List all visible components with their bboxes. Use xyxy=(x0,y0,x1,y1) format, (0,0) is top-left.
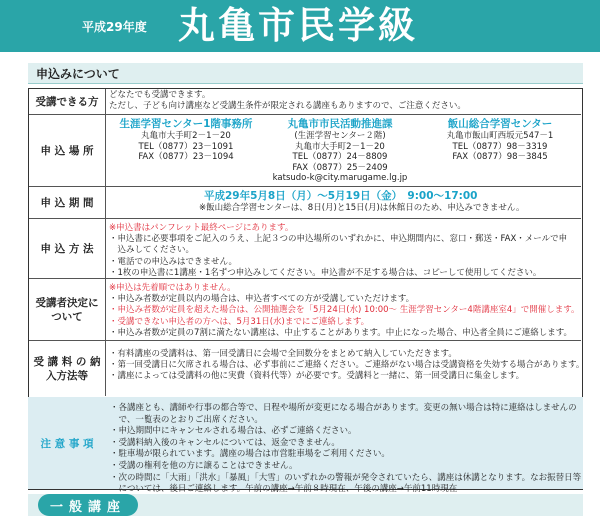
decision-content xyxy=(109,283,580,339)
notice-line: については、後日ご連絡します。午前の講座→午前８時現在、午後の講座→午前11時現在 xyxy=(110,484,458,495)
notice-line: ・次の時間に「大雨」「洪水」「暴風」「大雪」のいずれかの警報が発令されていたら、講座は休講となります。なお振替日等 xyxy=(110,472,582,483)
decision-line: ・申込み者数が定員以内の場合は、申込者すべての方が受講していただけます。 xyxy=(109,294,415,305)
eligibility-line: どなたでも受講できます。 xyxy=(109,90,211,100)
method-line: ・1枚の申込書に1講座・1名ずつ申込みしてください。申込書が不足する場合は、コピーして使用してください。 xyxy=(109,267,542,278)
payment-line: ・講座によっては受講料の他に実費（資料代等）が必要です。受講料と一緒に、第一回受講日に集金します。 xyxy=(109,371,525,382)
notice-line: ・受講料納入後のキャンセルについては、返金できません。 xyxy=(110,437,340,448)
method-line: 込みしてください。 xyxy=(109,245,195,256)
method-label: 申 込 方 法 xyxy=(29,219,106,278)
office-fax: FAX（0877）98－3845 xyxy=(452,152,548,163)
office-floor: (生涯学習センター２階) xyxy=(294,131,386,141)
decision-red-note: ※申込は先着順ではありません。 xyxy=(109,283,236,293)
office-address: 丸亀市飯山町西坂元547－1 xyxy=(446,131,554,141)
eligibility-line: ただし、子ども向け講座など受講生条件が限定される講座もありますので、ご注意ください。 xyxy=(109,101,466,112)
notice-line: ・各講座とも、講師や行事の都合等で、日程や場所が変更になる場合があります。変更の無い場合は特に連絡はしませんの xyxy=(110,403,577,413)
office-email[interactable]: katsudo-k@city.marugame.lg.jp xyxy=(272,173,408,184)
payment-line: ・有料講座の受講料は、第一回受講日に会場で全回数分をまとめて納入していただきます。 xyxy=(109,349,457,359)
decision-line-lottery: ・申込み者数が定員を超えた場合は、公開抽選会を「5月24日(水) 10:00～ 生涯学習センター4階講座室4」で開催します。 xyxy=(109,305,580,316)
eligibility-content xyxy=(109,90,577,112)
payment-line: ・第一回受講日に欠席される場合は、必ず事前にご連絡ください。ご連絡がない場合は受講資格を失効する場合があります。 xyxy=(109,360,585,371)
office-name: 生涯学習センター1階事務所 xyxy=(119,118,253,130)
office-fax: FAX（0877）23－1094 xyxy=(138,152,234,163)
section-title: 申込みについて xyxy=(36,67,120,81)
notice-box xyxy=(28,397,583,495)
period-note: ※飯山総合学習センターは、8日(月)と15日(月)は休館日のため、申込みできません。 xyxy=(199,203,525,213)
notice-content xyxy=(110,403,582,496)
office-name: 丸亀市市民活動推進課 xyxy=(287,118,393,130)
office-name: 飯山総合学習センター xyxy=(447,118,553,130)
page-title: 丸亀市民学級 xyxy=(178,4,418,47)
decision-line-contact: ・受講できない申込者の方へは、5月31日(水)までにご連絡します。 xyxy=(109,316,370,327)
notice-line: ・申込期間中にキャンセルされる場合は、必ずご連絡ください。 xyxy=(110,426,357,437)
notice-line: で、一覧表のとおりご出席ください。 xyxy=(110,414,263,425)
method-content xyxy=(109,223,577,279)
office-address: 丸亀市大手町2－1－20 xyxy=(295,141,385,152)
header-banner xyxy=(0,0,600,52)
payment-content xyxy=(109,349,585,383)
payment-label: 受 講 料 の 納入方法等 xyxy=(29,341,106,396)
office-address: 丸亀市大手町2－1－20 xyxy=(141,131,231,141)
places-label: 申 込 場 所 xyxy=(29,115,106,186)
section-heading xyxy=(28,63,583,84)
decision-label: 受講者決定について xyxy=(29,279,106,340)
period-dates: 平成29年5月8日（月）～5月19日（金） 9:00～17:00 xyxy=(204,190,478,202)
row-eligibility xyxy=(29,89,581,115)
row-decision xyxy=(29,279,581,341)
row-method xyxy=(29,219,581,279)
office-tel: TEL（0877）23－1091 xyxy=(138,141,234,152)
general-course-title: 一般講座 xyxy=(50,500,127,515)
notice-label: 注 意 事 項 xyxy=(40,437,94,450)
office-iiyama xyxy=(421,117,579,163)
general-course-heading xyxy=(28,494,583,516)
office-fax: FAX（0877）25－2409 xyxy=(292,162,388,173)
notice-line: ・受講の権利を他の方に譲ることはできません。 xyxy=(110,460,298,471)
row-period xyxy=(29,187,581,219)
method-line: ・電話での申込みはできません。 xyxy=(109,256,238,267)
office-tel: TEL（0877）98－3319 xyxy=(452,141,548,152)
row-places xyxy=(29,115,581,187)
row-payment xyxy=(29,341,585,396)
office-civic xyxy=(265,117,415,184)
method-red-note: ※申込書はパンフレット最終ページにあります。 xyxy=(109,223,294,233)
office-center xyxy=(111,117,261,163)
period-content xyxy=(109,189,577,214)
fiscal-year: 平成29年度 xyxy=(82,20,147,34)
eligibility-label: 受講できる方 xyxy=(29,89,106,114)
office-tel: TEL（0877）24－8809 xyxy=(292,152,388,163)
period-label: 申 込 期 間 xyxy=(29,187,106,218)
method-line: ・申込書に必要事項をご記入のうえ、上記３つの申込場所のいずれかに、申込期間内に、窓口・郵送・FAX・メールで申 xyxy=(109,234,568,245)
decision-line: ・申込み者数が定員の7割に満たない講座は、中止することがあります。中止になった場合、申込者全員にご連絡します。 xyxy=(109,327,573,338)
notice-line: ・駐車場が限られています。講座の場合は市営駐車場をご利用ください。 xyxy=(110,449,390,460)
